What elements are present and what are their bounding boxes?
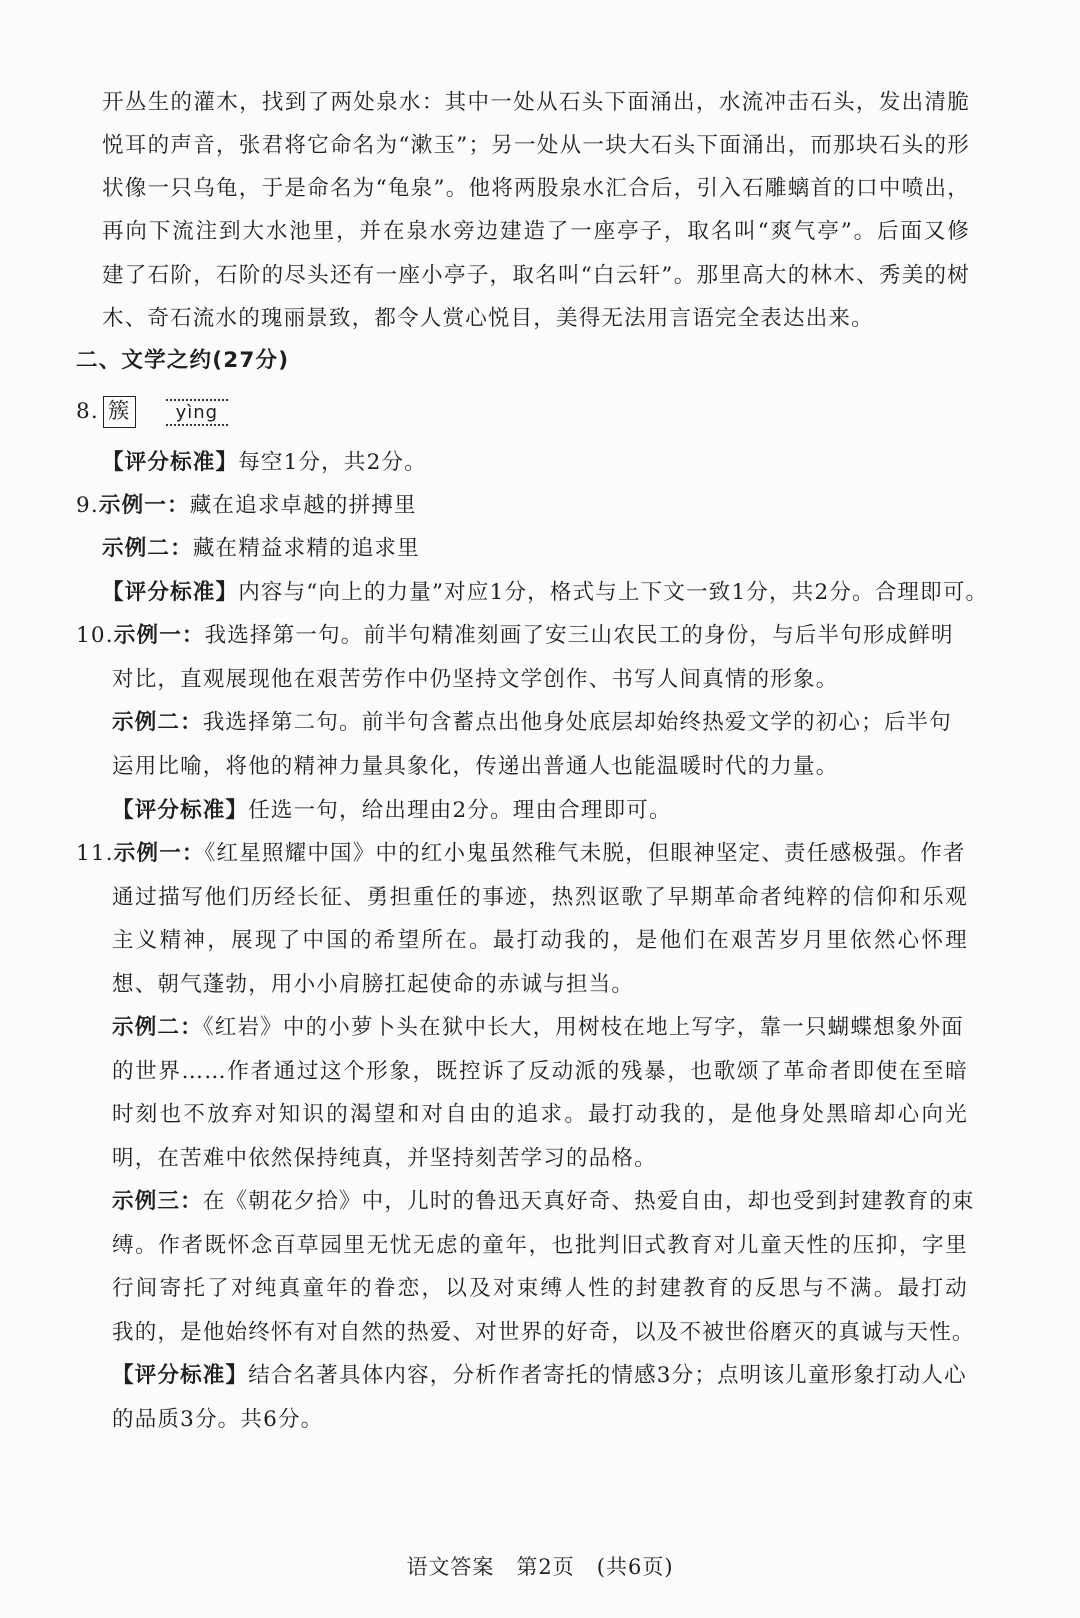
q11-example-1: 11.示例一：《红星照耀中国》中的红小鬼虽然稚气未脱，但眼神坚定、责任感极强。作者 <box>76 841 966 866</box>
q10-example-2-cont: 运用比喻，将他的精神力量具象化，传递出普通人也能温暖时代的力量。 <box>112 754 839 779</box>
q11-scoring-standard-cont: 的品质3分。共6分。 <box>112 1407 324 1432</box>
q11-example-2-cont: 的世界……作者通过这个形象，既控诉了反动派的残暴，也歌颂了革命者即使在至暗 <box>112 1059 968 1084</box>
q11-example-3-cont: 行间寄托了对纯真童年的眷恋，以及对束缚人性的封建教育的反思与不满。最打动 <box>112 1276 968 1301</box>
q8-number: 8. <box>76 399 99 424</box>
q8-pinyin: yìng <box>166 399 229 426</box>
q8-answer <box>76 396 228 428</box>
passage-line: 再向下流注到大水池里，并在泉水旁边建造了一座亭子，取名叫“爽气亭”。后面又修 <box>102 219 970 244</box>
q11-example-1-cont: 想、朝气蓬勃，用小小肩膀扛起使命的赤诚与担当。 <box>112 972 635 997</box>
q9-number: 9. <box>76 493 99 518</box>
q11-scoring-standard: 【评分标准】结合名著具体内容，分析作者寄托的情感3分；点明该儿童形象打动人心 <box>112 1363 967 1388</box>
q10-example-1-cont: 对比，直观展现他在艰苦劳作中仍坚持文学创作、书写人间真情的形象。 <box>112 667 839 692</box>
q10-number: 10. <box>76 623 114 648</box>
section-title: 二、文学之约(27分) <box>76 348 290 373</box>
q11-example-3-cont: 我的，是他始终怀有对自然的热爱、对世界的好奇，以及不被世俗磨灭的真诚与天性。 <box>112 1320 975 1345</box>
passage-line: 木、奇石流水的瑰丽景致，都令人赏心悦目，美得无法用言语完全表达出来。 <box>102 306 874 331</box>
q10-example-2: 示例二：我选择第二句。前半句含蓄点出他身处底层却始终热爱文学的初心；后半句 <box>112 710 952 735</box>
passage-line: 建了石阶，石阶的尽头还有一座小亭子，取名叫“白云轩”。那里高大的林木、秀美的树 <box>102 263 970 288</box>
passage-line: 悦耳的声音，张君将它命名为“漱玉”；另一处从一块大石头下面涌出，而那块石头的形 <box>102 133 970 158</box>
q8-char-box: 簇 <box>103 396 136 428</box>
q8-scoring-standard: 【评分标准】每空1分，共2分。 <box>102 450 427 475</box>
passage-line: 开丛生的灌木，找到了两处泉水：其中一处从石头下面涌出，水流冲击石头，发出清脆 <box>102 90 970 115</box>
q11-number: 11. <box>76 841 114 866</box>
q11-example-1-cont: 主义精神，展现了中国的希望所在。最打动我的，是他们在艰苦岁月里依然心怀理 <box>112 928 968 953</box>
q10-example-1: 10.示例一：我选择第一句。前半句精准刻画了安三山农民工的身份，与后半句形成鲜明 <box>76 623 954 648</box>
q9-example-2: 示例二：藏在精益求精的追求里 <box>102 536 420 561</box>
q11-example-1-cont: 通过描写他们历经长征、勇担重任的事迹，热烈讴歌了早期革命者纯粹的信仰和乐观 <box>112 885 968 910</box>
q11-example-2-cont: 时刻也不放弃对知识的渴望和对自由的追求。最打动我的，是他身处黑暗却心向光 <box>112 1102 968 1127</box>
q11-example-3-cont: 缚。作者既怀念百草园里无忧无虑的童年，也批判旧式教育对儿童天性的压抑，字里 <box>112 1233 968 1258</box>
passage-line: 状像一只乌龟，于是命名为“龟泉”。他将两股泉水汇合后，引入石雕螭首的口中喷出， <box>102 176 970 201</box>
q11-example-2-cont: 明，在苦难中依然保持纯真，并坚持刻苦学习的品格。 <box>112 1146 657 1171</box>
q9-example-1: 9.示例一：藏在追求卓越的拼搏里 <box>76 493 417 518</box>
q9-scoring-standard: 【评分标准】内容与“向上的力量”对应1分，格式与上下文一致1分，共2分。合理即可。 <box>102 580 989 605</box>
q11-example-3: 示例三：在《朝花夕拾》中，儿时的鲁迅天真好奇、热爱自由，却也受到封建教育的束 <box>112 1189 975 1214</box>
q11-example-2: 示例二：《红岩》中的小萝卜头在狱中长大，用树枝在地上写字，靠一只蝴蝶想象外面 <box>112 1015 964 1040</box>
q10-scoring-standard: 【评分标准】任选一句，给出理由2分。理由合理即可。 <box>112 798 672 823</box>
page-footer: 语文答案 第2页 (共6页) <box>406 1555 674 1579</box>
